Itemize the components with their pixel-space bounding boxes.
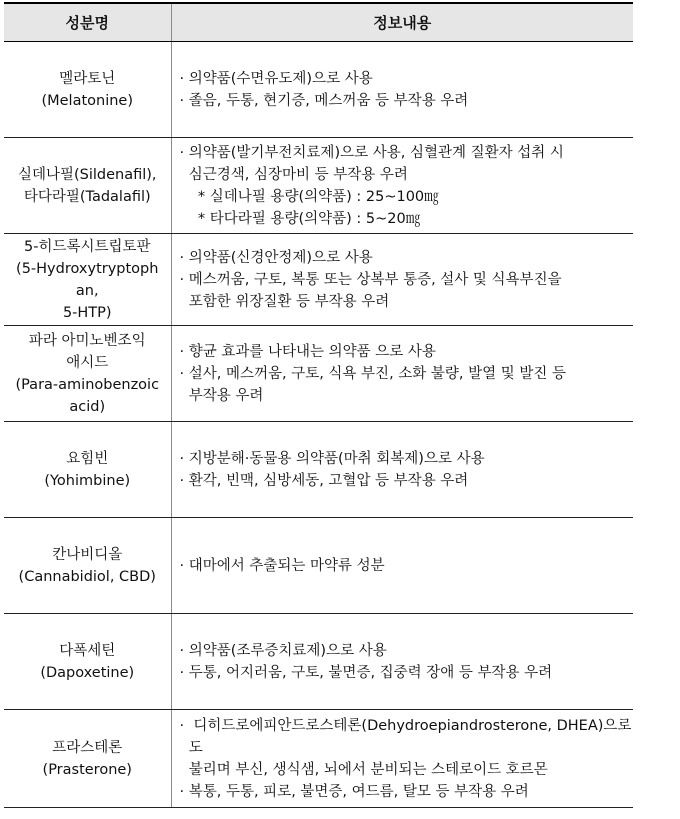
ingredient-name-line: 칸나비디올 bbox=[52, 546, 123, 563]
info-line: · 지방분해·동물용 의약품(마취 회복제)으로 사용 bbox=[179, 450, 485, 467]
info-content-cell bbox=[171, 422, 633, 518]
ingredient-name-line: 타다라필(Tadalafil) bbox=[23, 188, 151, 205]
ingredient-name-cell bbox=[4, 710, 171, 808]
info-line: · 복통, 두통, 피로, 불면증, 여드름, 탈모 등 부작용 우려 bbox=[179, 783, 529, 800]
ingredient-name-line: (5-Hydroxytryptoph bbox=[16, 260, 159, 277]
info-line: 포함한 위장질환 등 부작용 우려 bbox=[179, 293, 390, 310]
info-line: · 설사, 메스꺼움, 구토, 식욕 부진, 소화 불량, 발열 및 발진 등 bbox=[179, 365, 567, 382]
info-line: · 대마에서 추출되는 마약류 성분 bbox=[179, 557, 385, 574]
ingredient-name-line: (Prasterone) bbox=[42, 761, 132, 778]
ingredient-name-cell bbox=[4, 614, 171, 710]
header-info-content: 정보내용 bbox=[171, 3, 633, 42]
ingredient-name-cell bbox=[4, 326, 171, 422]
ingredient-name-line: 파라 아미노벤조익 bbox=[28, 332, 146, 349]
info-content-cell bbox=[171, 234, 633, 326]
ingredient-name-line: (Cannabidiol, CBD) bbox=[18, 568, 156, 585]
header-ingredient-name: 성분명 bbox=[4, 3, 171, 42]
info-line: * 실데나필 용량(의약품) : 25~100㎎ bbox=[179, 188, 439, 205]
ingredient-name-line: 5-히드록시트립토판 bbox=[23, 238, 151, 255]
ingredient-name-cell bbox=[4, 422, 171, 518]
info-line: * 타다라필 용량(의약품) : 5~20㎎ bbox=[179, 210, 421, 227]
info-content-cell bbox=[171, 614, 633, 710]
info-line: 부작용 우려 bbox=[179, 387, 264, 404]
ingredient-name-line: 멜라토닌 bbox=[59, 70, 116, 87]
info-line: · 환각, 빈맥, 심방세동, 고혈압 등 부작용 우려 bbox=[179, 472, 469, 489]
table-body bbox=[4, 42, 633, 808]
table-row bbox=[4, 614, 633, 710]
info-content-cell bbox=[171, 42, 633, 138]
ingredient-name-cell bbox=[4, 138, 171, 234]
table-row bbox=[4, 138, 633, 234]
ingredient-name-line: 프라스테론 bbox=[52, 739, 123, 756]
table-row bbox=[4, 518, 633, 614]
ingredient-name-line: acid) bbox=[69, 398, 106, 415]
info-line: · 디히드로에피안드로스테론(Dehydroepiandrosterone, DHEA)으로 bbox=[179, 717, 632, 734]
table-header-row bbox=[4, 3, 633, 42]
info-content-cell bbox=[171, 138, 633, 234]
ingredient-name-line: (Yohimbine) bbox=[44, 472, 131, 489]
info-content-cell bbox=[171, 326, 633, 422]
info-line: 도 bbox=[179, 739, 203, 756]
info-content-cell bbox=[171, 710, 633, 808]
ingredient-name-line: 실데나필(Sildenafil), bbox=[17, 166, 157, 183]
info-line: 불리며 부신, 생식샘, 뇌에서 분비되는 스테로이드 호르몬 bbox=[179, 761, 548, 778]
ingredient-name-cell bbox=[4, 234, 171, 326]
info-line: · 의약품(수면유도제)으로 사용 bbox=[179, 70, 373, 87]
info-line: · 의약품(조루증치료제)으로 사용 bbox=[179, 642, 387, 659]
table-row bbox=[4, 42, 633, 138]
ingredient-name-line: (Melatonine) bbox=[41, 92, 134, 109]
ingredient-name-cell bbox=[4, 518, 171, 614]
info-line: · 의약품(발기부전치료제)으로 사용, 심혈관계 질환자 섭취 시 bbox=[179, 144, 564, 161]
ingredient-name-line: 5-HTP) bbox=[62, 304, 112, 321]
table-row bbox=[4, 710, 633, 808]
info-line: · 의약품(신경안정제)으로 사용 bbox=[179, 249, 373, 266]
ingredient-name-line: (Para-aminobenzoic bbox=[15, 376, 160, 393]
ingredient-name-line: 애시드 bbox=[66, 354, 109, 371]
info-line: · 두통, 어지러움, 구토, 불면증, 집중력 장애 등 부작용 우려 bbox=[179, 664, 553, 681]
info-line: · 메스꺼움, 구토, 복통 또는 상복부 통증, 설사 및 식욕부진을 bbox=[179, 271, 562, 288]
ingredient-name-line: (Dapoxetine) bbox=[40, 664, 135, 681]
info-line: · 향균 효과를 나타내는 의약품 으로 사용 bbox=[179, 343, 436, 360]
ingredient-name-line: an, bbox=[75, 282, 99, 299]
info-line: · 졸음, 두통, 현기증, 메스꺼움 등 부작용 우려 bbox=[179, 92, 469, 109]
ingredient-name-line: 요힘빈 bbox=[66, 450, 109, 467]
table-row bbox=[4, 422, 633, 518]
ingredient-name-line: 다폭세틴 bbox=[59, 642, 116, 659]
table-row bbox=[4, 326, 633, 422]
ingredient-name-cell bbox=[4, 42, 171, 138]
ingredient-info-table bbox=[4, 2, 633, 808]
info-line: 심근경색, 심장마비 등 부작용 우려 bbox=[179, 166, 408, 183]
table-row bbox=[4, 234, 633, 326]
info-content-cell bbox=[171, 518, 633, 614]
